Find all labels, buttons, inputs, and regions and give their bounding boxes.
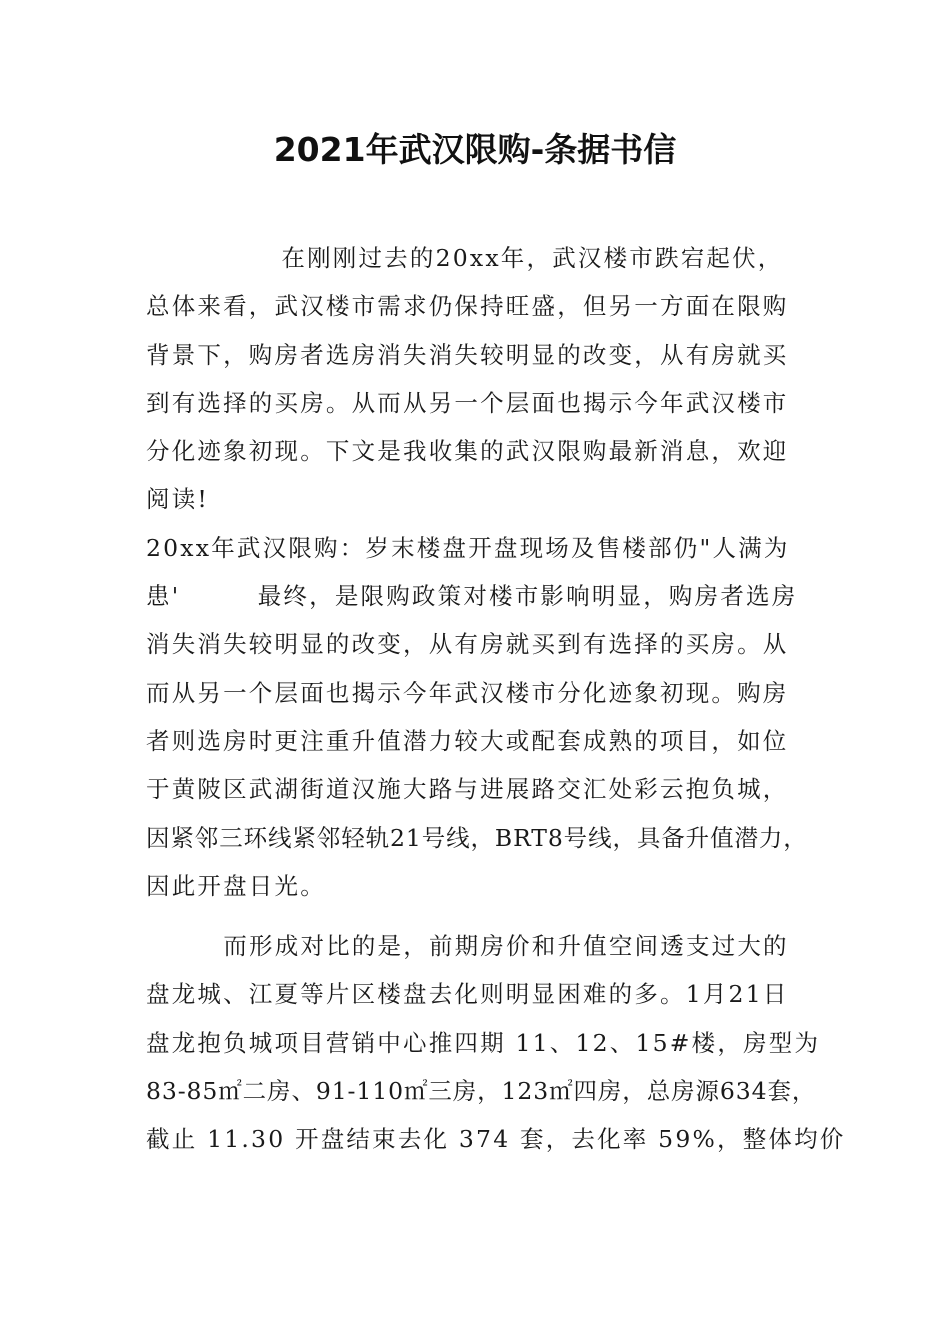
body-line: 盘龙城、江夏等片区楼盘去化则明显困难的多。1月21日 [146,980,789,1009]
body-line: 20xx年武汉限购：岁末楼盘开盘现场及售楼部仍"人满为 [146,533,790,562]
body-line: 消失消失较明显的改变，从有房就买到有选择的买房。从 [146,630,789,659]
body-line: 患' 最终，是限购政策对楼市影响明显，购房者选房 [146,582,798,611]
body-line: 分化迹象初现。下文是我收集的武汉限购最新消息，欢迎 [146,437,789,466]
document-title: 2021年武汉限购-条据书信 [273,130,677,169]
body-line: 因此开盘日光。 [146,871,326,900]
body-line: 截止 11.30 开盘结束去化 374 套，去化率 59%，整体均价 [146,1125,846,1154]
body-line: 背景下，购房者选房消失消失较明显的改变，从有房就买 [146,340,789,369]
body-line: 于黄陂区武湖街道汉施大路与进展路交汇处彩云抱负城， [146,775,789,804]
body-line: 阅读! [146,485,210,514]
body-line: 总体来看，武汉楼市需求仍保持旺盛，但另一方面在限购 [146,292,789,321]
body-line: 而形成对比的是，前期房价和升值空间透支过大的 [146,932,789,961]
document-body [146,234,846,1164]
body-line: 到有选择的买房。从而从另一个层面也揭示今年武汉楼市 [146,388,789,417]
body-line: 者则选房时更注重升值潜力较大或配套成熟的项目，如位 [146,726,789,755]
body-line: 盘龙抱负城项目营销中心推四期 11、12、15#楼，房型为 [146,1028,821,1057]
body-line: 在刚刚过去的20xx年，武汉楼市跌宕起伏， [146,244,784,272]
body-line: 因紧邻三环线紧邻轻轨21号线，BRT8号线，具备升值潜力， [146,823,808,852]
body-line: 而从另一个层面也揭示今年武汉楼市分化迹象初现。购房 [146,678,789,707]
body-line: 83-85㎡二房、91-110㎡三房，123㎡四房，总房源634套， [146,1077,817,1106]
